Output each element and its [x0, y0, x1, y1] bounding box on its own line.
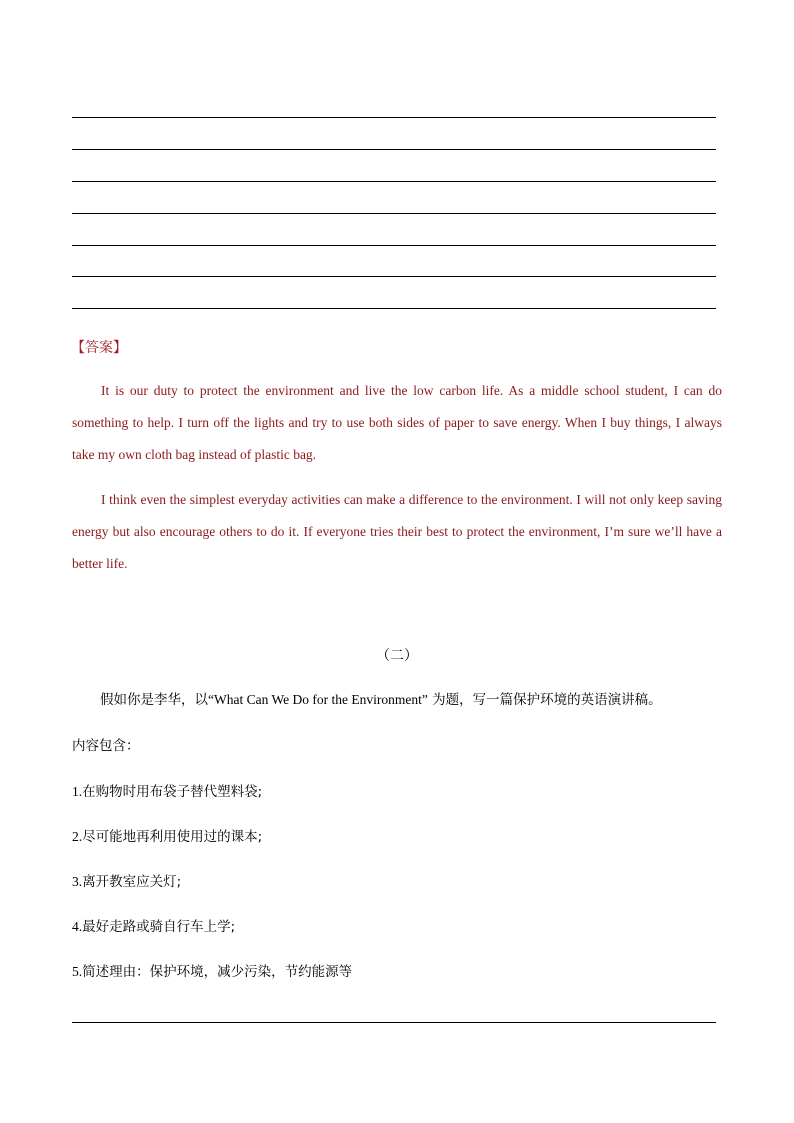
- writing-line: [72, 181, 716, 182]
- writing-line: [72, 245, 716, 246]
- prompt-title: “What Can We Do for the Environment”: [208, 692, 428, 707]
- section-number: （二）: [376, 648, 418, 664]
- content-point: [72, 870, 181, 890]
- writing-line: [72, 276, 716, 277]
- point-text: 尽可能地再利用使用过的课本;: [82, 829, 263, 845]
- prompt-instruction: 为题，写一篇保护环境的英语演讲稿。: [427, 692, 662, 708]
- point-number: 3.: [72, 874, 83, 889]
- prompt-intro: 假如你是李华，以: [100, 692, 208, 708]
- point-number: 4.: [72, 919, 83, 934]
- writing-line: [72, 149, 716, 150]
- writing-line: [72, 117, 716, 118]
- point-number: 2.: [72, 829, 83, 844]
- point-number: 1.: [72, 784, 83, 799]
- writing-line: [72, 213, 716, 214]
- point-text: 离开教室应关灯;: [82, 874, 182, 890]
- content-point: [72, 960, 352, 980]
- point-number: 5.: [72, 964, 83, 979]
- content-point: [72, 825, 262, 845]
- writing-prompt: [72, 688, 722, 712]
- answer-paragraph-2: I think even the simplest everyday activities can make a difference to the environment. I will not only keep saving energy but also encourage others to do it. If everyone tries their best to protect the environment, I’m sure we’ll have a better life.: [72, 492, 722, 571]
- point-text: 简述理由：保护环境，减少污染，节约能源等: [82, 964, 353, 980]
- content-point: [72, 915, 235, 935]
- point-text: 最好走路或骑自行车上学;: [82, 919, 236, 935]
- content-heading: 内容包含：: [72, 738, 140, 754]
- answer-paragraph-1: It is our duty to protect the environment and live the low carbon life. As a middle school student, I can do something to help. I turn off the lights and try to use both sides of paper to save energy. When I buy things, I always take my own cloth bag instead of plastic bag.: [72, 383, 722, 462]
- answer-label: 【答案】: [71, 340, 127, 356]
- writing-line: [72, 308, 716, 309]
- point-text: 在购物时用布袋子替代塑料袋;: [82, 784, 263, 800]
- content-point: [72, 780, 262, 800]
- writing-line: [72, 1022, 716, 1023]
